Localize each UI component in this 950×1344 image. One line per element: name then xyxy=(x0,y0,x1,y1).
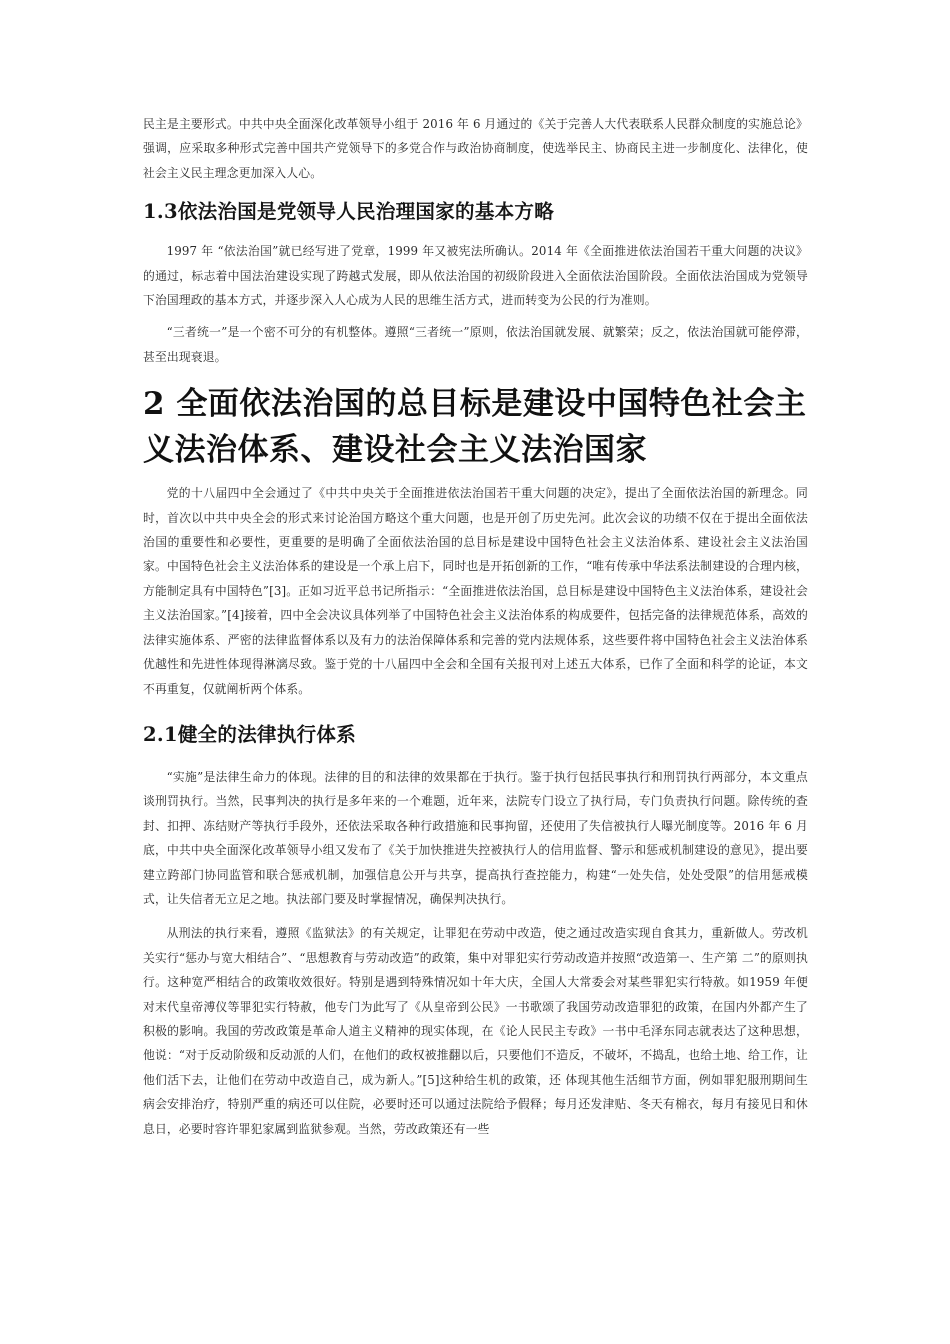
section-2-1-heading: 2.1健全的法律执行体系 xyxy=(143,722,357,746)
section-1-3-heading: 1.3依法治国是党领导人民治理国家的基本方略 xyxy=(143,200,555,224)
section-2-heading: 2 全面依法治国的总目标是建设中国特色社会主义法治体系、建设社会主义法治国家 xyxy=(143,386,807,469)
intro-paragraph: 民主是主要形式。中共中央全面深化改革领导小组于 2016 年 6 月通过的《关于完善人大代表联系人民群众制度的实施总论》强调，应采取多种形式完善中国共产党领导下的多党合作与政治协商制度，使选举民主、协商民主进一步制度化、法律化，使社会主义民主理念更加深入人心。 xyxy=(143,117,808,180)
section-2-paragraph: 党的十八届四中全会通过了《中共中央关于全面推进依法治国若干重大问题的决定》，提出了全面依法治国的新理念。同时，首次以中共中央全会的形式来讨论治国方略这个重大问题，也是开创了历史先河。此次会议的功绩不仅在于提出全面依法治国的重要性和必要性，更重要的是明确了全面依法治国的总目标是建设中国特色社会主义法治体系、建设社会主义法治国家。中国特色社会主义法治体系的建设是一个承上启下，同时也是开拓创新的工作，“唯有传承中华法系法制建设的合理内核，方能制定具有中国特色”[3]。正如习近平总书记所指示：“全面推进依法治国，总目标是建设中国特色主义法治体系，建设社会主义法治国家。”[4]接着，四中全会决议具体列举了中国特色社会主义法治体系的构成要件，包括完备的法律规范体系，高效的法律实施体系、严密的法律监督体系以及有力的法治保障体系和完善的党内法规体系，这些要件将中国特色社会主义法治体系优越性和先进性体现得淋漓尽致。鉴于党的十八届四中全会和全国有关报刊对上述五大体系，已作了全面和科学的论证，本文不再重复，仅就阐析两个体系。 xyxy=(143,486,808,696)
section-1-3-paragraph: “三者统一”是一个密不可分的有机整体。遵照“三者统一”原则，依法治国就发展、就繁荣；反之，依法治国就可能停滞，甚至出现衰退。 xyxy=(143,325,808,364)
section-2-1-paragraph: 从刑法的执行来看，遵照《监狱法》的有关规定，让罪犯在劳动中改造，使之通过改造实现自食其力，重新做人。劳改机关实行“惩办与宽大相结合”、“思想教育与劳动改造”的政策，集中对罪犯实行劳动改造并按照“改造第一、生产第 二”的原则执行。这种宽严相结合的政策收效很好。特别是遇到特殊情况如十年大庆，全国人大常委会对某些罪犯实行特赦。如1959 年便对末代皇帝溥仪等罪犯实行特赦，他专门为此写了《从皇帝到公民》一书歌颂了我国劳动改造罪犯的政策，在国内外都产生了积极的影响。我国的劳改政策是革命人道主义精神的现实体现，在《论人民民主专政》一书中毛泽东同志就表达了这种思想，他说：“对于反动阶级和反动派的人们，在他们的政权被推翻以后，只要他们不造反，不破坏，不捣乱，也给土地、给工作，让他们活下去，让他们在劳动中改造自己，成为新人。”[5]这种给生机的政策，还 体现其他生活细节方面，例如罪犯服刑期间生病会安排治疗，特别严重的病还可以住院，必要时还可以通过法院给予假释；每月还发津贴、冬天有棉衣，每月有接见日和休息日，必要时容许罪犯家属到监狱参观。当然，劳改政策还有一些 xyxy=(143,926,808,1136)
section-1-3-paragraph: 1997 年 “依法治国”就已经写进了党章，1999 年又被宪法所确认。2014 年《全面推进依法治国若干重大问题的决议》的通过，标志着中国法治建设实现了跨越式发展，即从依法治国的初级阶段进入全面依法治国阶段。全面依法治国成为党领导下治国理政的基本方式，并逐步深入人心成为人民的思维生活方式，进而转变为公民的行为准则。 xyxy=(143,244,808,308)
document-body xyxy=(143,112,808,1141)
section-2-1-paragraph: “实施”是法律生命力的体现。法律的目的和法律的效果都在于执行。鉴于执行包括民事执行和刑罚执行两部分，本文重点谈刑罚执行。当然，民事判决的执行是多年来的一个难题，近年来，法院专门设立了执行局，专门负责执行问题。除传统的查封、扣押、冻结财产等执行手段外，还依法采取各种行政措施和民事拘留，还使用了失信被执行人曝光制度等。2016 年 6 月底，中共中央全面深化改革领导小组又发布了《关于加快推进失控被执行人的信用监督、警示和惩戒机制建设的意见》，提出要建立跨部门协同监管和联合惩戒机制，加强信息公开与共享，提高执行查控能力，构建“一处失信，处处受限”的信用惩戒模式，让失信者无立足之地。执法部门要及时掌握情况，确保判决执行。 xyxy=(143,769,808,906)
